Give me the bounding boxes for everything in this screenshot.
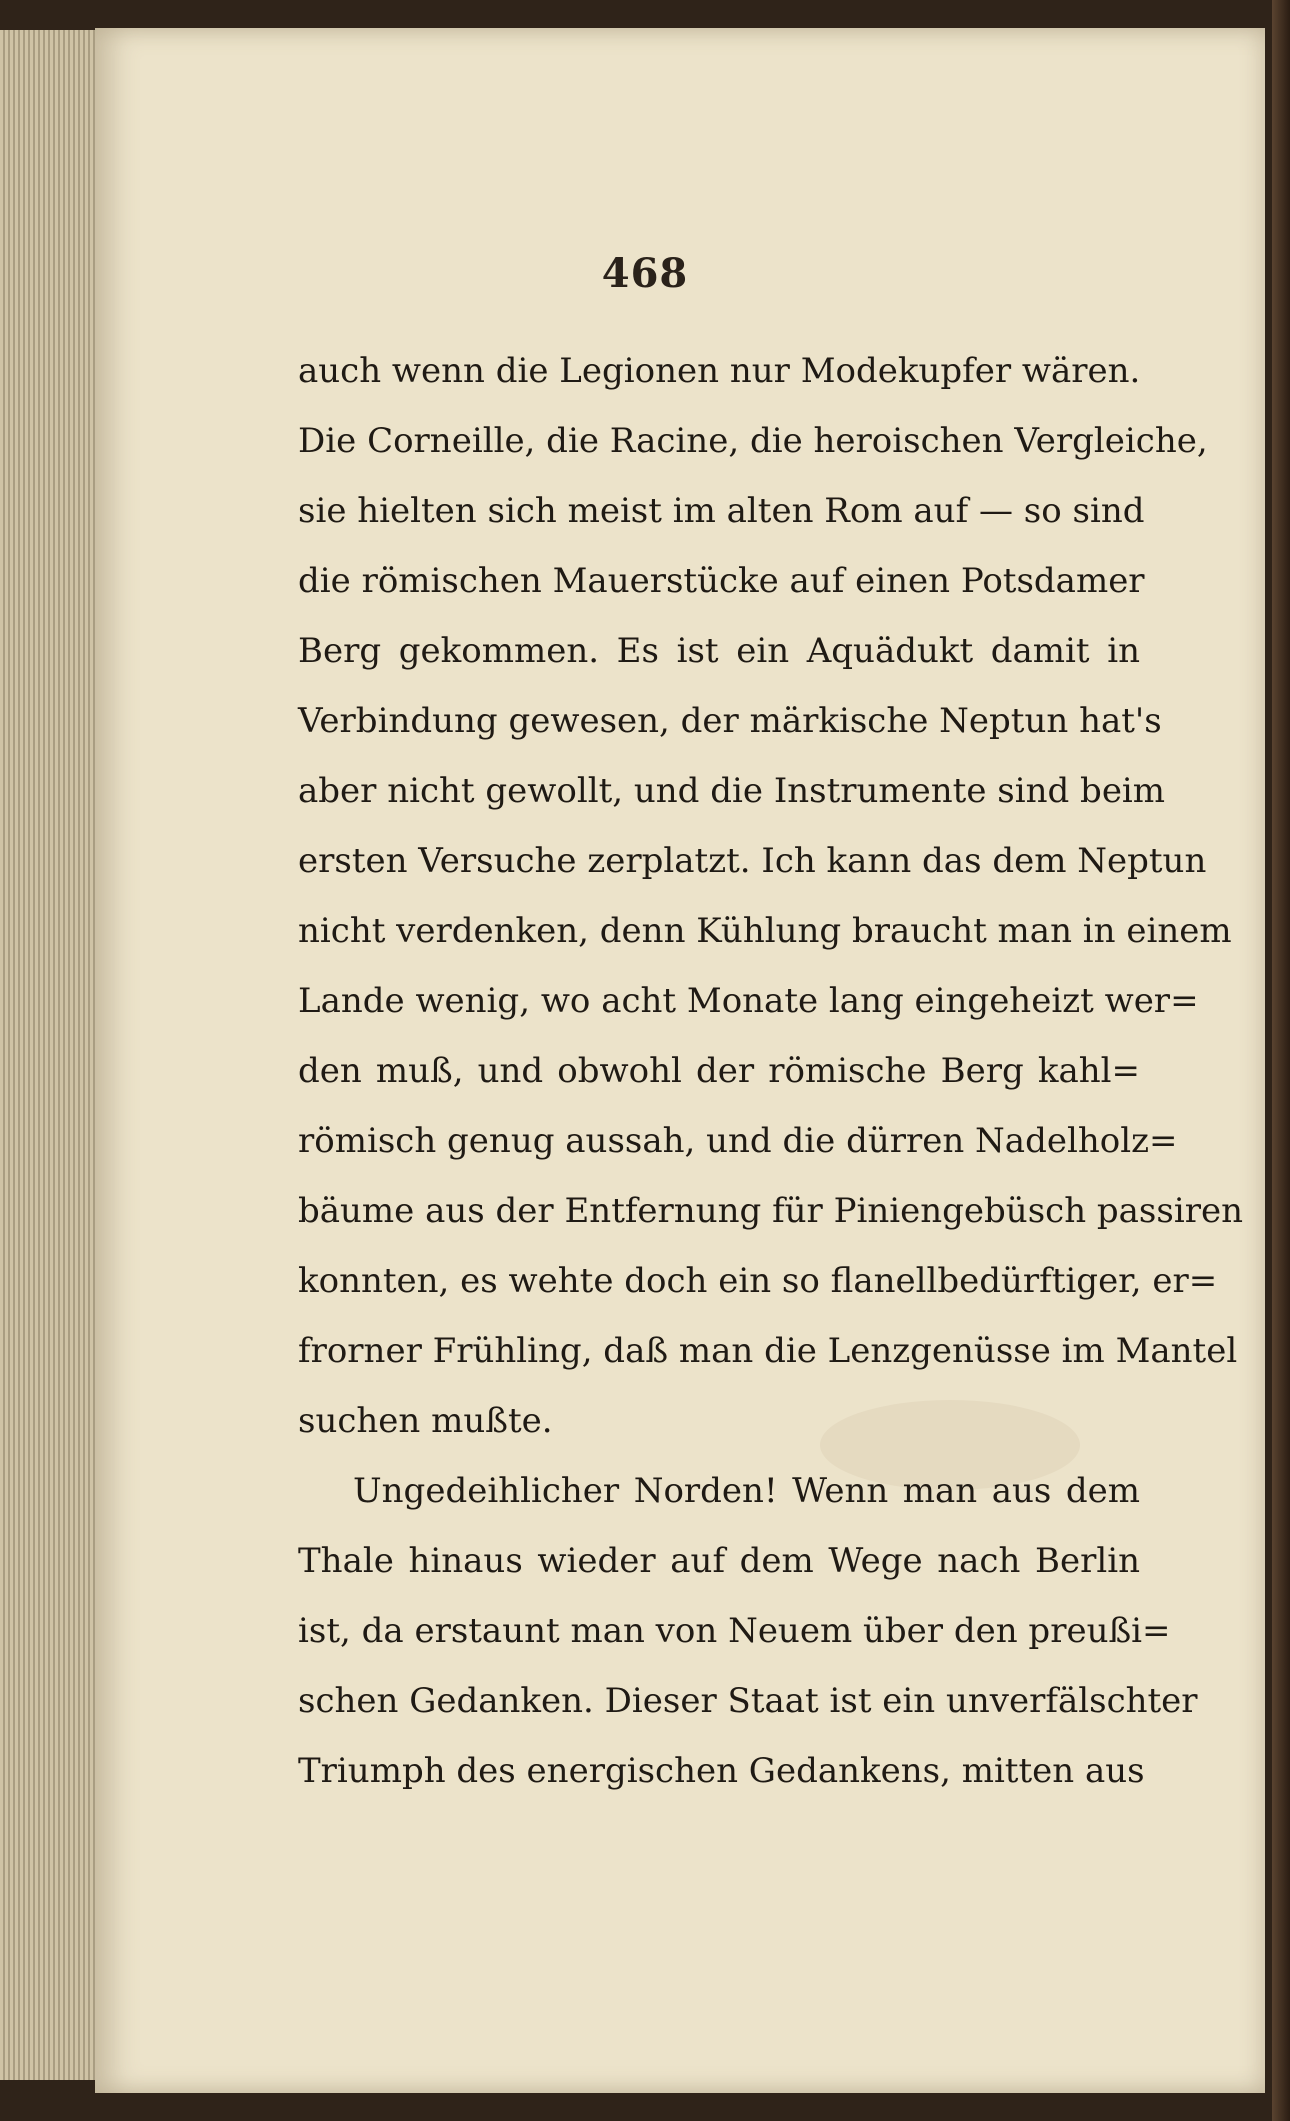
text-line: schen Gedanken. Dieser Staat ist ein unverfälschter — [298, 1681, 1198, 1721]
text-line: Triumph des energischen Gedankens, mitten aus — [298, 1751, 1145, 1791]
text-line: nicht verdenken, denn Kühlung braucht man in einem — [298, 911, 1232, 951]
text-line: ist, da erstaunt man von Neuem über den preußi= — [298, 1611, 1171, 1651]
text-line: bäume aus der Entfernung für Piniengebüsch passiren — [298, 1191, 1243, 1231]
text-line: sie hielten sich meist im alten Rom auf — so sind — [298, 491, 1145, 531]
text-line: Berg gekommen. Es ist ein Aquädukt damit in — [298, 631, 1140, 671]
text-line: ersten Versuche zerplatzt. Ich kann das dem Neptun — [298, 841, 1207, 881]
text-line: auch wenn die Legionen nur Modekupfer wären. — [298, 351, 1141, 391]
text-line: römisch genug aussah, und die dürren Nadelholz= — [298, 1121, 1178, 1161]
text-line: konnten, es wehte doch ein so flanellbedürftiger, er= — [298, 1261, 1218, 1301]
page-text — [298, 336, 1243, 1806]
text-line: Verbindung gewesen, der märkische Neptun hat's — [298, 701, 1162, 741]
text-line: suchen mußte. — [298, 1401, 553, 1441]
text-line: Lande wenig, wo acht Monate lang eingeheizt wer= — [298, 981, 1199, 1021]
text-line: Die Corneille, die Racine, die heroischen Vergleiche, — [298, 421, 1208, 461]
text-line: den muß, und obwohl der römische Berg kahl= — [298, 1051, 1140, 1091]
text-line: Thale hinaus wieder auf dem Wege nach Berlin — [298, 1541, 1140, 1581]
text-line: frorner Frühling, daß man die Lenzgenüsse im Mantel — [298, 1331, 1238, 1371]
text-line: Ungedeihlicher Norden! Wenn man aus dem — [353, 1471, 1140, 1511]
text-line: die römischen Mauerstücke auf einen Potsdamer — [298, 561, 1145, 601]
book-cover-edge — [1272, 0, 1290, 2121]
text-line: aber nicht gewollt, und die Instrumente sind beim — [298, 771, 1166, 811]
page-number: 468 — [601, 250, 689, 297]
